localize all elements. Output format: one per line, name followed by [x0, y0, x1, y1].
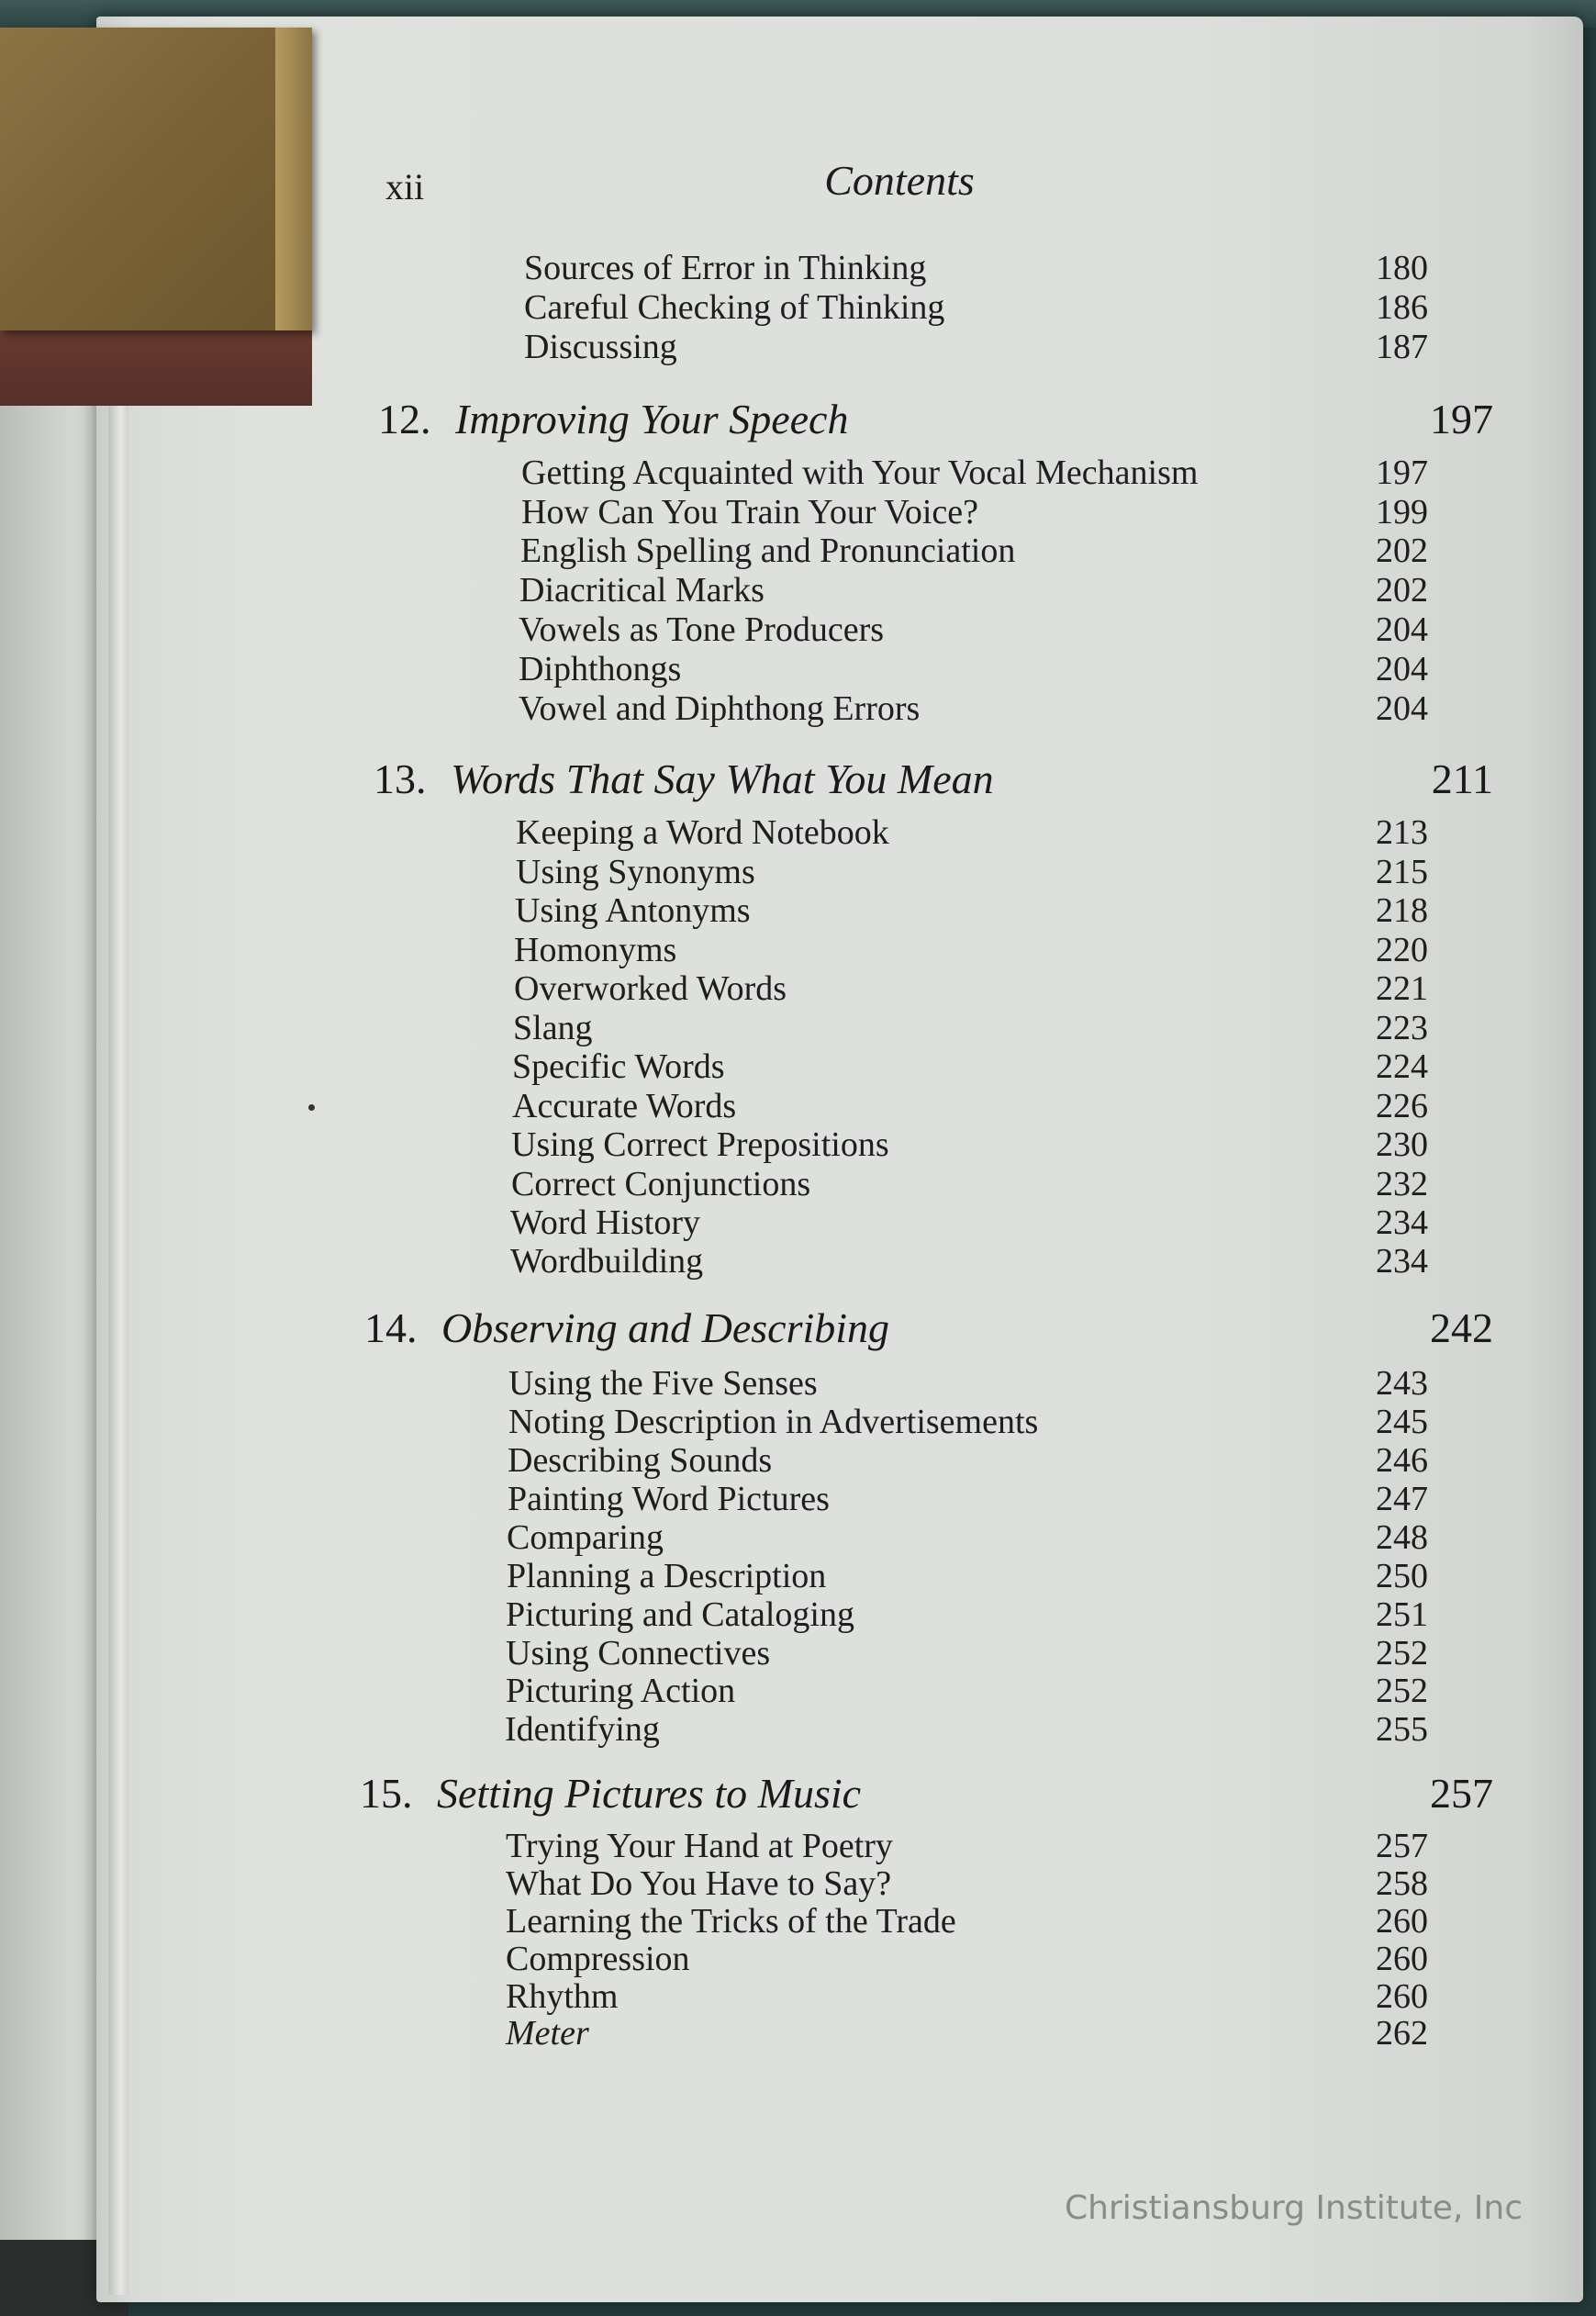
toc-entry: Getting Acquainted with Your Vocal Mechanism 197 — [521, 453, 1428, 492]
toc-entry: Picturing Action 252 — [506, 1672, 1428, 1710]
toc-entry: Diacritical Marks 202 — [519, 571, 1428, 610]
binding-tab-shadow — [0, 321, 312, 406]
chapter-heading-15: 15. Setting Pictures to Music 257 — [360, 1770, 1493, 1817]
chapter-heading-13: 13. Words That Say What You Mean 211 — [374, 755, 1493, 802]
toc-entry: Wordbuilding 234 — [510, 1242, 1428, 1281]
toc-entry: Correct Conjunctions 232 — [511, 1165, 1428, 1203]
toc-entry: Trying Your Hand at Poetry 257 — [506, 1827, 1428, 1865]
toc-entry: Specific Words 224 — [512, 1047, 1428, 1086]
binding-tab-edge — [275, 28, 312, 330]
toc-entry: Sources of Error in Thinking 180 — [524, 249, 1428, 287]
toc-entry: Using Antonyms 218 — [515, 891, 1428, 930]
toc-entry: Planning a Description 250 — [507, 1557, 1428, 1595]
toc-entry: Learning the Tricks of the Trade 260 — [506, 1902, 1428, 1941]
toc-entry: Using Correct Prepositions 230 — [511, 1125, 1428, 1164]
toc-entry: Identifying 255 — [505, 1710, 1428, 1749]
page-gutter-fold — [108, 404, 128, 2295]
toc-entry: Slang 223 — [513, 1009, 1428, 1047]
toc-entry: Comparing 248 — [507, 1518, 1428, 1557]
chapter-heading-14: 14. Observing and Describing 242 — [364, 1304, 1493, 1351]
toc-entry: Discussing 187 — [524, 328, 1428, 366]
toc-entry: Painting Word Pictures 247 — [508, 1480, 1428, 1518]
toc-entry: Describing Sounds 246 — [508, 1441, 1428, 1480]
toc-entry: Noting Description in Advertisements 245 — [508, 1403, 1428, 1441]
page-folio: xii — [385, 166, 425, 207]
toc-entry: Compression 260 — [506, 1940, 1428, 1978]
page-title: Contents — [824, 157, 975, 204]
watermark: Christiansburg Institute, Inc — [1065, 2189, 1523, 2227]
toc-entry: Rhythm 260 — [506, 1977, 1428, 2016]
speck-mark — [308, 1104, 315, 1111]
binding-tab — [0, 28, 312, 330]
toc-entry: Accurate Words 226 — [512, 1087, 1428, 1125]
toc-entry: Vowel and Diphthong Errors 204 — [519, 689, 1428, 728]
toc-entry: Using Synonyms 215 — [516, 853, 1428, 891]
toc-entry: What Do You Have to Say? 258 — [506, 1864, 1428, 1903]
toc-entry: Picturing and Cataloging 251 — [506, 1595, 1428, 1634]
toc-entry: How Can You Train Your Voice? 199 — [521, 493, 1428, 531]
toc-entry: Using Connectives 252 — [506, 1634, 1428, 1673]
toc-entry: Careful Checking of Thinking 186 — [524, 288, 1428, 327]
toc-entry: Vowels as Tone Producers 204 — [519, 610, 1428, 649]
chapter-heading-12: 12. Improving Your Speech 197 — [378, 396, 1493, 442]
toc-entry: Meter 262 — [506, 2014, 1428, 2053]
toc-entry: Using the Five Senses 243 — [508, 1364, 1428, 1403]
toc-entry: Overworked Words 221 — [514, 969, 1428, 1008]
toc-entry: Diphthongs 204 — [519, 650, 1428, 688]
toc-entry: Word History 234 — [510, 1203, 1428, 1242]
toc-entry: Keeping a Word Notebook 213 — [516, 813, 1428, 852]
toc-entry: English Spelling and Pronunciation 202 — [520, 531, 1428, 570]
toc-entry: Homonyms 220 — [514, 931, 1428, 969]
